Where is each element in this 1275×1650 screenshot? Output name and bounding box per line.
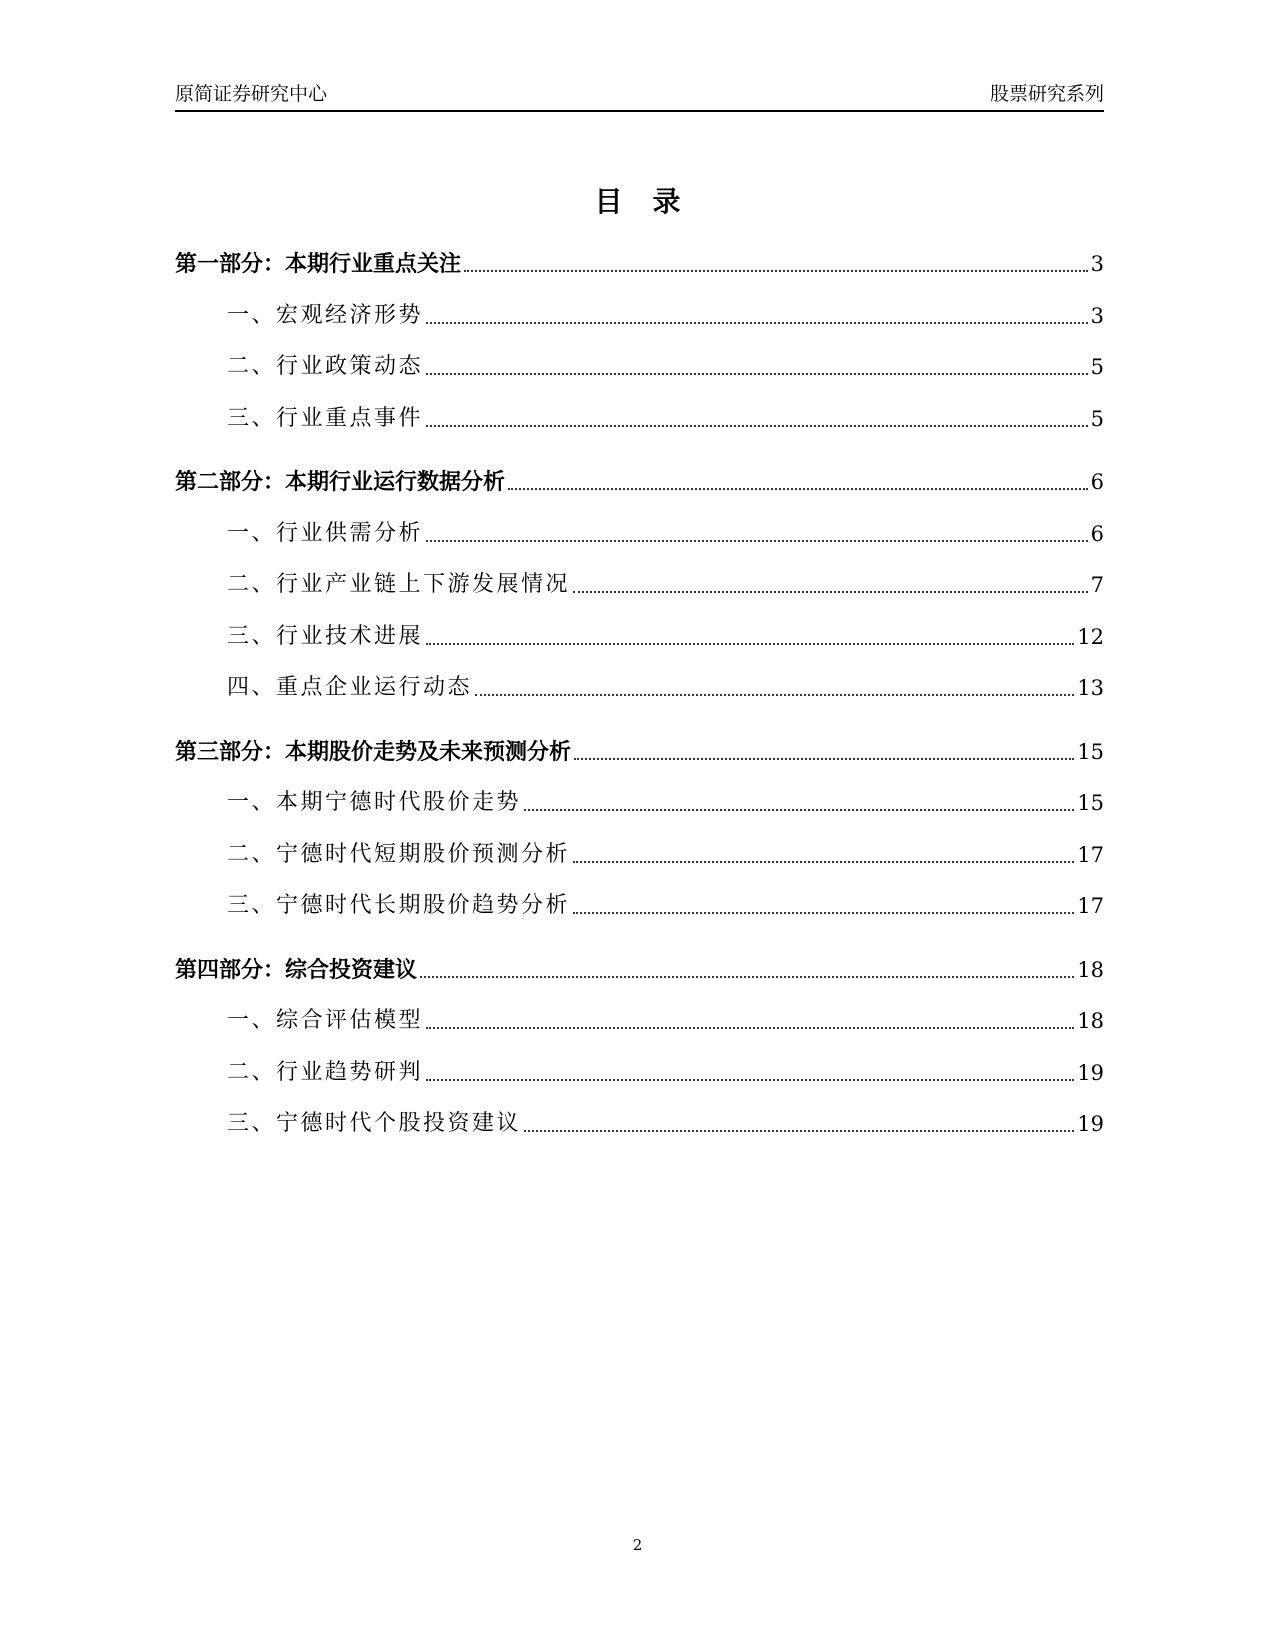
toc-section-entry[interactable]: [175, 298, 1104, 330]
toc-entry-title: 三、宁德时代个股投资建议: [227, 1111, 522, 1136]
toc-entry-title: 第四部分：综合投资建议: [175, 957, 418, 983]
toc-dot-leader: [573, 858, 1074, 863]
toc-section-entry[interactable]: [175, 619, 1104, 651]
toc-entry-page-number: 12: [1077, 625, 1104, 649]
toc-dot-leader: [426, 1076, 1074, 1081]
toc-dot-leader: [475, 691, 1074, 696]
toc-entry-title: 第二部分：本期行业运行数据分析: [175, 469, 506, 495]
toc-entry-page-number: 6: [1090, 470, 1104, 494]
toc-part-entry[interactable]: [175, 464, 1104, 496]
toc-entry-page-number: 17: [1077, 843, 1104, 867]
toc-dot-leader: [420, 973, 1074, 978]
toc-dot-leader: [524, 806, 1074, 811]
toc-entry-page-number: 17: [1077, 894, 1104, 918]
header-left-org: 原简证券研究中心: [175, 83, 328, 105]
toc-dot-leader: [426, 370, 1088, 375]
toc-entry-title: 三、宁德时代长期股价趋势分析: [227, 893, 571, 918]
toc-section-entry[interactable]: [175, 670, 1104, 702]
toc-section-entry[interactable]: [175, 567, 1104, 599]
toc-entry-page-number: 5: [1090, 355, 1104, 379]
toc-entry-page-number: 3: [1090, 252, 1104, 276]
toc-entry-title: 二、行业产业链上下游发展情况: [227, 572, 571, 597]
toc-entry-title: 一、本期宁德时代股价走势: [227, 790, 522, 815]
toc-part-entry[interactable]: [175, 246, 1104, 278]
toc-dot-leader: [524, 1127, 1074, 1132]
toc-section-entry[interactable]: [175, 349, 1104, 381]
header-right-series: 股票研究系列: [989, 83, 1104, 105]
toc-entry-page-number: 15: [1077, 791, 1104, 815]
toc-entry-title: 一、行业供需分析: [227, 521, 424, 546]
toc-entry-title: 第一部分：本期行业重点关注: [175, 251, 462, 277]
toc-entry-page-number: 19: [1077, 1061, 1104, 1085]
toc-section-entry[interactable]: [175, 1003, 1104, 1035]
toc-dot-leader: [573, 588, 1088, 593]
toc-section-entry[interactable]: [175, 888, 1104, 920]
toc-entry-page-number: 19: [1077, 1112, 1104, 1136]
toc-entry-page-number: 5: [1090, 407, 1104, 431]
toc-entry-page-number: 13: [1077, 676, 1104, 700]
toc-entry-title: 第三部分：本期股价走势及未来预测分析: [175, 739, 572, 765]
toc-entry-title: 一、综合评估模型: [227, 1008, 424, 1033]
toc-dot-leader: [508, 485, 1088, 490]
toc-dot-leader: [426, 640, 1074, 645]
toc-entry-page-number: 15: [1077, 740, 1104, 764]
toc-entry-title: 二、行业趋势研判: [227, 1060, 424, 1085]
footer-page-number: 2: [632, 1536, 643, 1554]
toc-dot-leader: [464, 267, 1088, 272]
toc-entry-title: 四、重点企业运行动态: [227, 675, 473, 700]
toc-section-entry[interactable]: [175, 1055, 1104, 1087]
toc-dot-leader: [426, 422, 1088, 427]
toc-dot-leader: [426, 319, 1088, 324]
toc-entry-page-number: 18: [1077, 1009, 1104, 1033]
toc-dot-leader: [573, 909, 1074, 914]
toc-dot-leader: [426, 1024, 1074, 1029]
toc-section-entry[interactable]: [175, 1106, 1104, 1138]
toc-entry-title: 三、行业技术进展: [227, 624, 424, 649]
toc-entry-page-number: 6: [1090, 522, 1104, 546]
page-header: [175, 82, 1104, 112]
toc-entry-page-number: 3: [1090, 304, 1104, 328]
toc-part-entry[interactable]: [175, 952, 1104, 984]
toc-section-entry[interactable]: [175, 837, 1104, 869]
toc-entry-page-number: 7: [1090, 573, 1104, 597]
toc-dot-leader: [426, 537, 1088, 542]
toc-section-entry[interactable]: [175, 401, 1104, 433]
toc-part-entry[interactable]: [175, 734, 1104, 766]
toc-entry-title: 一、宏观经济形势: [227, 303, 424, 328]
toc-entry-title: 三、行业重点事件: [227, 406, 424, 431]
toc-dot-leader: [574, 755, 1074, 760]
toc-section-entry[interactable]: [175, 785, 1104, 817]
toc-entry-title: 二、行业政策动态: [227, 354, 424, 379]
page-title: 目录: [594, 185, 711, 218]
toc-section-entry[interactable]: [175, 516, 1104, 548]
toc-entry-page-number: 18: [1077, 958, 1104, 982]
toc-entry-title: 二、宁德时代短期股价预测分析: [227, 842, 571, 867]
